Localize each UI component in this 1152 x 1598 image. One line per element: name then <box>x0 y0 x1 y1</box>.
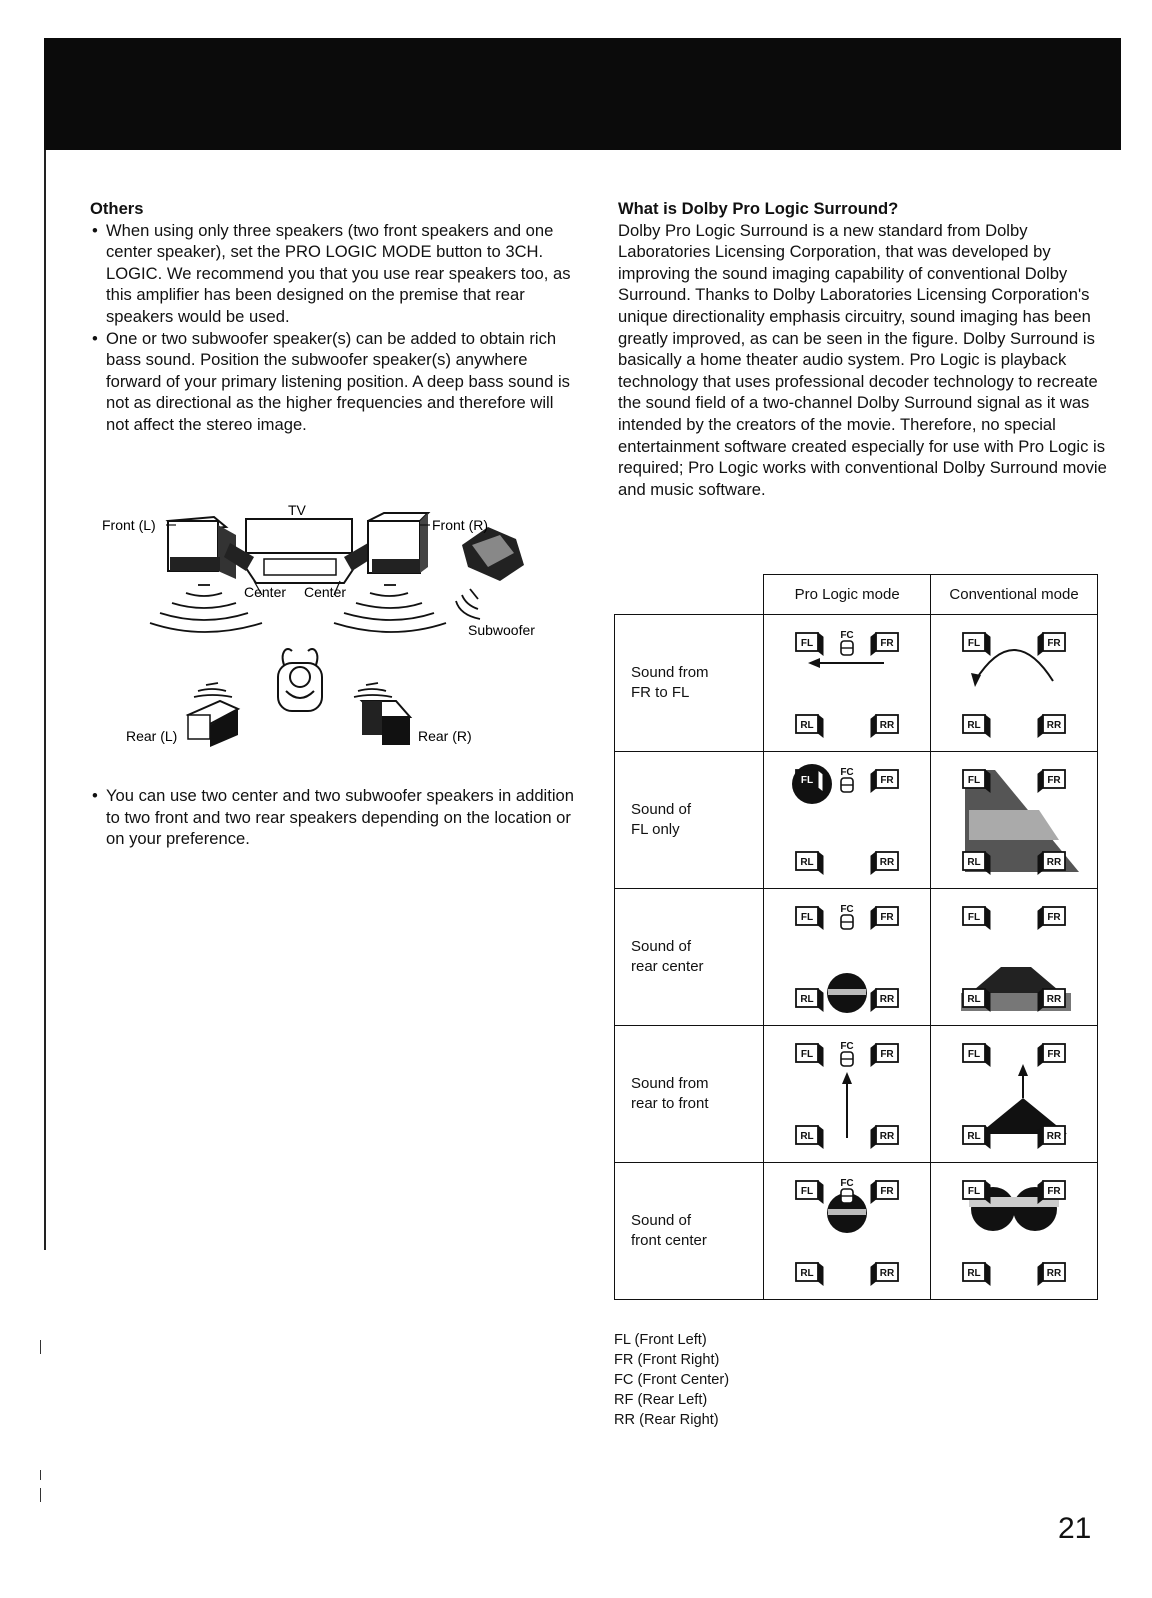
speaker-rl-icon <box>963 1263 990 1285</box>
speaker-rr-icon <box>1038 1126 1065 1148</box>
legend-item-fl: FL (Front Left) <box>614 1332 707 1348</box>
speaker-label: FL <box>967 775 981 786</box>
speaker-label: FC <box>840 1178 854 1189</box>
speaker-fr-icon <box>871 770 898 792</box>
row-label-fl-only: Sound of FL only <box>615 752 764 889</box>
speaker-rr-icon <box>1038 1263 1065 1285</box>
legend-item-fr: FR (Front Right) <box>614 1352 720 1368</box>
speaker-fc-icon <box>840 630 853 655</box>
speaker-fl-icon <box>963 770 990 792</box>
pro-logic-heading: What is Dolby Pro Logic Surround? <box>618 199 899 218</box>
speaker-fl-icon <box>796 907 823 929</box>
speaker-rr-icon <box>871 715 898 737</box>
speaker-label: FL <box>801 1049 814 1060</box>
right-column <box>618 198 1108 500</box>
sound-field-diagram <box>939 1034 1089 1154</box>
table-row <box>615 752 1098 889</box>
speaker-fr-icon <box>871 1181 898 1203</box>
speaker-rl-icon <box>796 1126 823 1148</box>
margin-mark <box>40 1470 41 1480</box>
speaker-label: RR <box>879 1131 895 1142</box>
speaker-rr-icon <box>1038 715 1065 737</box>
speaker-label: FR <box>880 775 894 786</box>
speaker-label: RR <box>879 720 895 731</box>
conventional-cell <box>931 1026 1098 1163</box>
table-row <box>615 1163 1098 1300</box>
speaker-label: RL <box>967 994 981 1005</box>
header-conventional-mode: Conventional mode <box>931 575 1098 615</box>
abbreviation-legend <box>614 1330 729 1430</box>
legend-item-fc: FC (Front Center) <box>614 1372 730 1388</box>
speaker-fr-icon <box>871 1044 898 1066</box>
speaker-label: FR <box>1047 912 1061 923</box>
speaker-label: RR <box>879 994 895 1005</box>
speaker-fr-icon <box>1038 1181 1065 1203</box>
table-header-row <box>615 575 1098 615</box>
speaker-fc-icon <box>840 1041 853 1066</box>
front-left-label: Front (L) <box>102 517 156 533</box>
speaker-fl-icon <box>796 1181 823 1203</box>
speaker-fl-icon <box>963 633 990 655</box>
speaker-label: FR <box>880 912 894 923</box>
row-label-rear-center: Sound of rear center <box>615 889 764 1026</box>
speaker-label: RL <box>800 720 814 731</box>
legend-item-rr: RR (Rear Right) <box>614 1412 719 1428</box>
subwoofer-icon <box>462 527 524 581</box>
speaker-label: RL <box>800 1268 814 1279</box>
speaker-layout-diagram <box>96 495 566 760</box>
speaker-label: RL <box>967 1131 981 1142</box>
speaker-label: FR <box>880 1049 894 1060</box>
header-pro-logic-mode: Pro Logic mode <box>764 575 931 615</box>
bullet-extra-speakers: • You can use two center and two subwoofer speakers in addition to two front and two rear speakers depending on the location or on your preference. <box>90 785 580 850</box>
speaker-rl-icon <box>963 989 990 1011</box>
conventional-cell <box>931 615 1098 752</box>
speaker-label: RR <box>1046 994 1062 1005</box>
conventional-cell <box>931 752 1098 889</box>
speaker-fl-icon <box>963 1044 990 1066</box>
speaker-rl-icon <box>963 852 990 874</box>
speaker-fr-icon <box>1038 770 1065 792</box>
speaker-fl-icon <box>796 633 823 655</box>
speaker-rl-icon <box>796 989 823 1011</box>
others-bullet-list <box>90 220 580 436</box>
margin-mark <box>40 1488 41 1502</box>
conventional-cell <box>931 889 1098 1026</box>
table-row <box>615 615 1098 752</box>
speaker-rr-icon <box>1038 852 1065 874</box>
subwoofer-label: Subwoofer <box>468 622 535 638</box>
speaker-label: FR <box>1047 638 1061 649</box>
speaker-label: FR <box>880 1186 894 1197</box>
speaker-label: FL <box>801 1186 814 1197</box>
tv-icon <box>236 519 364 583</box>
speaker-fr-icon <box>871 633 898 655</box>
speaker-fc-icon <box>840 1178 853 1203</box>
speaker-label: FR <box>1047 775 1061 786</box>
sound-field-diagram <box>939 623 1089 743</box>
speaker-label: RR <box>1046 720 1062 731</box>
legend-item-rf: RF (Rear Left) <box>614 1392 708 1408</box>
speaker-label: FR <box>1047 1186 1061 1197</box>
speaker-label: FL <box>967 1049 981 1060</box>
rear-right-speaker-icon <box>362 701 410 745</box>
sound-field-diagram <box>772 623 922 743</box>
speaker-fl-icon <box>963 1181 990 1203</box>
speaker-label: RL <box>967 720 981 731</box>
sound-field-diagram <box>772 1171 922 1291</box>
tv-label: TV <box>288 502 306 518</box>
speaker-label: FL <box>801 638 814 649</box>
speaker-label: RL <box>800 857 814 868</box>
speaker-rl-icon <box>963 715 990 737</box>
speaker-label: RR <box>1046 857 1062 868</box>
speaker-fl-icon <box>963 907 990 929</box>
center-left-label: Center <box>244 584 287 600</box>
rear-left-label: Rear (L) <box>126 728 178 744</box>
center-right-label: Center <box>304 584 347 600</box>
speaker-label: RR <box>879 1268 895 1279</box>
speaker-label: RL <box>800 994 814 1005</box>
speaker-label: FL <box>967 912 981 923</box>
speaker-label: FL <box>967 638 981 649</box>
speaker-label: FC <box>840 767 854 778</box>
speaker-fr-icon <box>871 907 898 929</box>
row-label-fr-to-fl: Sound from FR to FL <box>615 615 764 752</box>
speaker-rl-icon <box>796 715 823 737</box>
speaker-label: FL <box>967 1186 981 1197</box>
speaker-label: FR <box>1047 1049 1061 1060</box>
speaker-rl-icon <box>963 1126 990 1148</box>
front-left-speaker-icon <box>168 517 236 579</box>
mode-comparison-table <box>614 574 1098 1300</box>
front-right-speaker-icon <box>368 513 428 573</box>
sound-field-diagram <box>939 760 1089 880</box>
speaker-rr-icon <box>871 989 898 1011</box>
speaker-label: FC <box>840 630 854 641</box>
speaker-label: RR <box>1046 1268 1062 1279</box>
additional-speakers-note <box>90 785 580 850</box>
pro-logic-cell <box>764 752 931 889</box>
speaker-fc-icon <box>840 904 853 929</box>
speaker-fr-icon <box>1038 1044 1065 1066</box>
bullet-subwoofer: • One or two subwoofer speaker(s) can be added to obtain rich bass sound. Position the subwoofer speaker(s) anywhere forward of your primary listening position. A deep bass sound is not as directional as the higher frequencies and therefore will not affect the stereo image. <box>90 328 580 436</box>
rear-left-speaker-icon <box>188 701 238 747</box>
table-row <box>615 889 1098 1026</box>
speaker-fl-icon <box>796 770 823 792</box>
speaker-label: FC <box>840 904 854 915</box>
pro-logic-cell <box>764 889 931 1026</box>
margin-mark <box>40 1340 41 1354</box>
pro-logic-cell <box>764 1163 931 1300</box>
speaker-rl-icon <box>796 1263 823 1285</box>
front-right-label: Front (R) <box>432 517 488 533</box>
speaker-rr-icon <box>871 852 898 874</box>
listener-icon <box>278 649 322 711</box>
page-number: 21 <box>1058 1512 1092 1545</box>
speaker-label: RL <box>800 1131 814 1142</box>
conventional-cell <box>931 1163 1098 1300</box>
speaker-label: FL <box>801 775 814 786</box>
speaker-fc-icon <box>840 767 853 792</box>
row-label-rear-to-front: Sound from rear to front <box>615 1026 764 1163</box>
direction-arrow <box>808 658 884 668</box>
rear-right-label: Rear (R) <box>418 728 472 744</box>
speaker-rl-icon <box>796 852 823 874</box>
arc-arrow <box>971 650 1053 687</box>
sound-field-diagram <box>772 897 922 1017</box>
direction-arrow <box>842 1072 852 1138</box>
speaker-fl-icon <box>796 1044 823 1066</box>
speaker-fr-icon <box>1038 633 1065 655</box>
speaker-label: RR <box>1046 1131 1062 1142</box>
table-row <box>615 1026 1098 1163</box>
bullet-three-speakers: • When using only three speakers (two front speakers and one center speaker), set the PRO LOGIC MODE button to 3CH. LOGIC. We recommend you that you use rear speakers too, as this amplifier has been designed on the premise that rear speakers would be used. <box>90 220 580 328</box>
left-column <box>90 198 580 436</box>
speaker-label: RL <box>967 857 981 868</box>
pro-logic-cell <box>764 1026 931 1163</box>
sound-field-diagram <box>772 760 922 880</box>
sound-field-diagram <box>939 1171 1089 1291</box>
speaker-fr-icon <box>1038 907 1065 929</box>
sound-field-diagram <box>939 897 1089 1017</box>
speaker-label: FC <box>840 1041 854 1052</box>
pro-logic-cell <box>764 615 931 752</box>
speaker-label: FL <box>801 912 814 923</box>
header-band <box>44 38 1121 150</box>
speaker-label: RR <box>879 857 895 868</box>
speaker-rr-icon <box>871 1263 898 1285</box>
row-label-front-center: Sound of front center <box>615 1163 764 1300</box>
others-heading: Others <box>90 199 144 218</box>
speaker-rr-icon <box>871 1126 898 1148</box>
speaker-label: RL <box>967 1268 981 1279</box>
sound-field-diagram <box>772 1034 922 1154</box>
speaker-rr-icon <box>1038 989 1065 1011</box>
speaker-label: FR <box>880 638 894 649</box>
pro-logic-paragraph: Dolby Pro Logic Surround is a new standard from Dolby Laboratories Licensing Corporation, that was developed by improving the sound imaging capability of conventional Dolby Surround. Thanks to Dolby Laboratories Licensing Corporation's unique directionality emphasis circuitry, sound imaging has been greatly improved, as can be seen in the figure. Dolby Surround is basically a home theater audio system. Pro Logic is playback technology that uses professional decoder technology to recreate the sound field of a two-channel Dolby Surround signal as it was intended by the creators of the movie. Therefore, no special entertainment software created especially for use with Pro Logic is required; Pro Logic works with conventional Dolby Surround movie and music software. <box>618 220 1107 499</box>
left-margin-rule <box>44 150 46 1250</box>
